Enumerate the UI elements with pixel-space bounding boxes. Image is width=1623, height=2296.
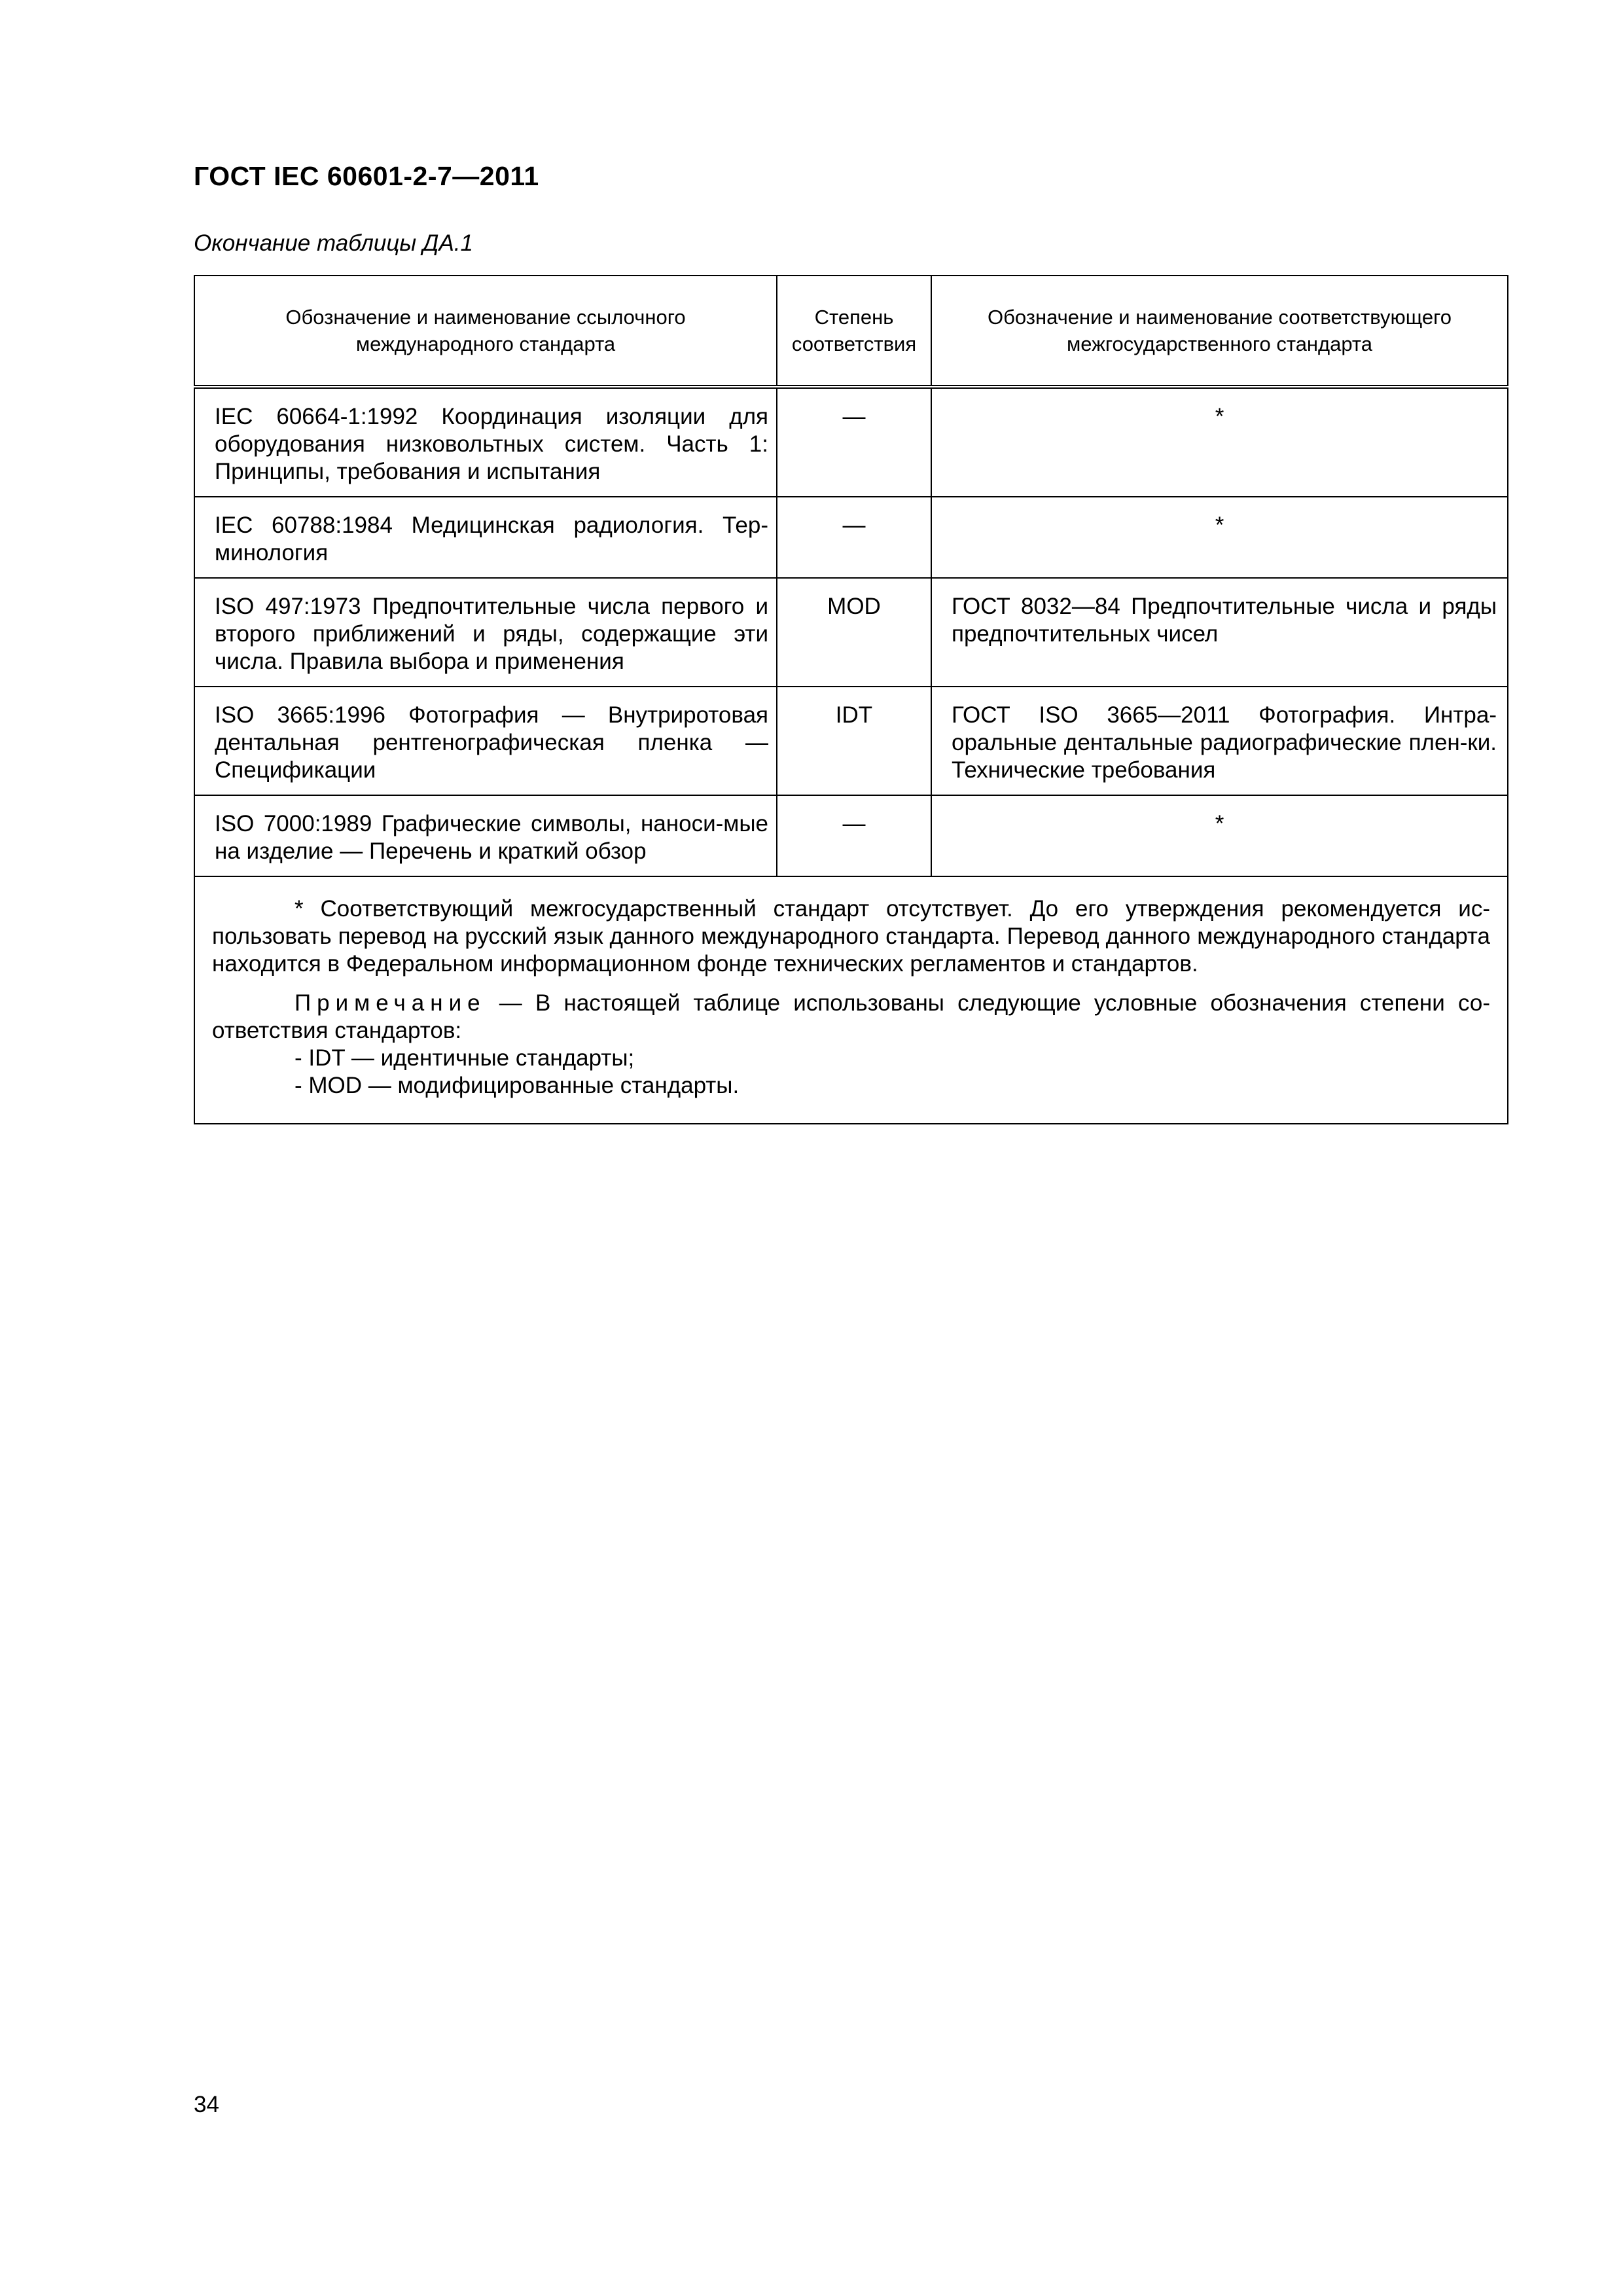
reference-standard-cell: IEC 60788:1984 Медицинская радиология. Тер-минология xyxy=(194,497,777,578)
note-list-item: - IDT — идентичные стандарты; xyxy=(294,1045,635,1071)
page-number: 34 xyxy=(194,2092,219,2117)
table-row xyxy=(194,387,1508,497)
note-text: — В настоящей таблице использованы следующие условные обозначения степени со-ответствия стандартов: xyxy=(212,990,1490,1043)
table-row xyxy=(194,497,1508,578)
table-note xyxy=(212,990,1490,1045)
degree-cell: — xyxy=(777,387,931,497)
interstate-standard-cell: * xyxy=(931,497,1508,578)
notes-row xyxy=(194,876,1508,1124)
table-row xyxy=(194,687,1508,795)
column-header-degree: Степень соответствия xyxy=(777,276,931,387)
table-caption: Окончание таблицы ДА.1 xyxy=(194,230,473,256)
table-footnote: * Соответствующий межгосударственный стандарт отсутствует. До его утверждения рекомендуется ис-пользовать перевод на русский язык данного международного стандарта. Перевод данного международного стандарта находится в Федеральном информационном фонде технических регламентов и стандартов. xyxy=(212,896,1490,977)
interstate-standard-cell: ГОСТ ISO 3665—2011 Фотография. Интра-оральные дентальные радиографические плен-ки. Технические требования xyxy=(931,687,1508,795)
reference-standard-cell: ISO 3665:1996 Фотография — Внутриротовая дентальная рентгенографическая пленка — Спецификации xyxy=(194,687,777,795)
degree-cell: MOD xyxy=(777,578,931,687)
reference-standard-cell: IEC 60664-1:1992 Координация изоляции для оборудования низковольтных систем. Часть 1: Принципы, требования и испытания xyxy=(194,387,777,497)
note-label: Примечание xyxy=(294,990,486,1016)
table-row xyxy=(194,578,1508,687)
interstate-standard-cell: * xyxy=(931,387,1508,497)
reference-standard-cell: ISO 7000:1989 Графические символы, наноси-мые на изделие — Перечень и краткий обзор xyxy=(194,795,777,876)
interstate-standard-cell: ГОСТ 8032—84 Предпочтительные числа и ряды предпочтительных чисел xyxy=(931,578,1508,687)
table-row xyxy=(194,795,1508,876)
note-list-item: - MOD — модифицированные стандарты. xyxy=(294,1073,740,1098)
interstate-standard-cell: * xyxy=(931,795,1508,876)
degree-cell: — xyxy=(777,795,931,876)
degree-cell: — xyxy=(777,497,931,578)
column-header-interstate-standard: Обозначение и наименование соответствующего межгосударственного стандарта xyxy=(931,276,1508,387)
reference-standard-cell: ISO 497:1973 Предпочтительные числа первого и второго приближений и ряды, содержащие эти числа. Правила выбора и применения xyxy=(194,578,777,687)
column-header-reference-standard: Обозначение и наименование ссылочного международного стандарта xyxy=(194,276,777,387)
notes-cell xyxy=(194,876,1508,1124)
standards-correspondence-table xyxy=(194,275,1508,1124)
degree-cell: IDT xyxy=(777,687,931,795)
table-header-row xyxy=(194,276,1508,387)
document-header: ГОСТ IEC 60601-2-7—2011 xyxy=(194,161,539,191)
